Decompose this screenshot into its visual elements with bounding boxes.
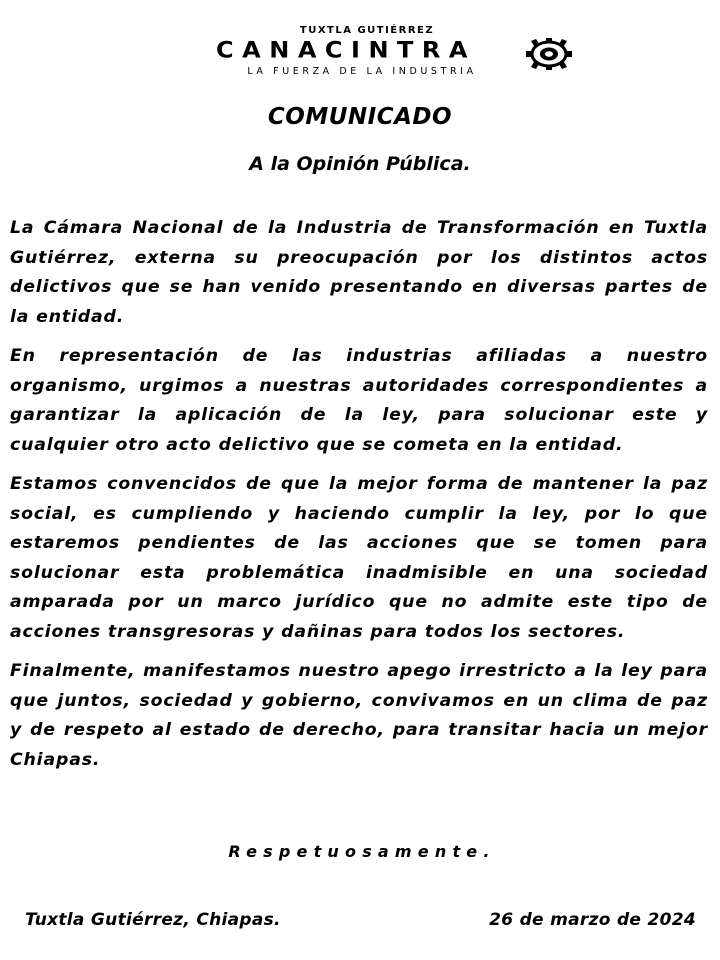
- document-title: COMUNICADO: [267, 104, 453, 130]
- gear-logo-icon: [526, 38, 572, 70]
- signature-date: 26 de marzo de 2024: [489, 910, 696, 930]
- closing-salutation: Respetuosamente.: [228, 842, 496, 861]
- logo-city: TUXTLA GUTIÉRREZ: [299, 25, 435, 36]
- document-body: [10, 214, 708, 785]
- paragraph-3: Estamos convencidos de que la mejor forma de mantener la paz social, es cumpliendo y haciendo cumplir la ley, por lo que estaremos pendientes de las acciones que se tomen para solucionar esta problemática inadmisible en una sociedad amparada por un marco jurídico que no admite este tipo de acciones transgresoras y dañinas para todos los sectores.: [10, 474, 708, 642]
- paragraph-4: Finalmente, manifestamos nuestro apego irrestricto a la ley para que juntos, sociedad y gobierno, convivamos en un clima de paz y de respeto al estado de derecho, para transitar hacia un mejor Chiapas.: [10, 661, 708, 770]
- canacintra-logo: [0, 22, 720, 84]
- signature-place: Tuxtla Gutiérrez, Chiapas.: [25, 910, 281, 930]
- document-subtitle: A la Opinión Pública.: [249, 153, 471, 175]
- logo-name: CANACINTRA: [216, 37, 476, 63]
- paragraph-2: En representación de las industrias afiliadas a nuestro organismo, urgimos a nuestras autoridades correspondientes a garantizar la aplicación de la ley, para solucionar este y cualquier otro acto delictivo que se cometa en la entidad.: [10, 346, 708, 455]
- paragraph-1: La Cámara Nacional de la Industria de Transformación en Tuxtla Gutiérrez, externa su preocupación por los distintos actos delictivos que se han venido presentando en diversas partes de la entidad.: [10, 218, 708, 327]
- logo-tagline: LA FUERZA DE LA INDUSTRIA: [247, 66, 477, 77]
